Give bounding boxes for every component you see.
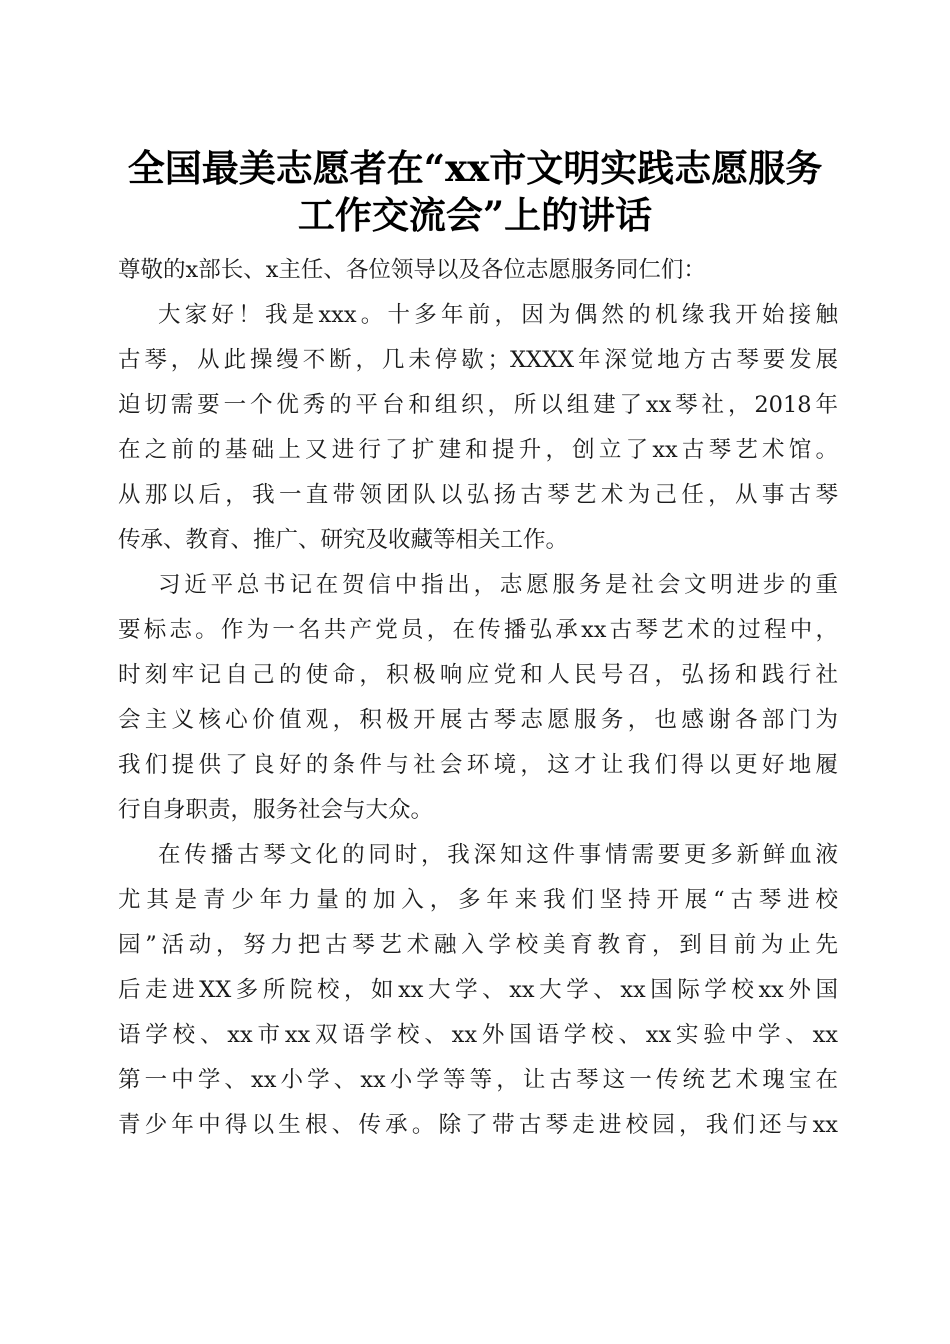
paragraph-line: 习近平总书记在贺信中指出，志愿服务是社会文明进步的重: [158, 572, 838, 598]
paragraph-line: 青少年中得以生根、传承。除了带古琴走进校园，我们还与xx: [118, 1112, 838, 1138]
document-title-line-1: 全国最美志愿者在“xx市文明实践志愿服务: [127, 146, 823, 190]
paragraph-line: 我们提供了良好的条件与社会环境，这才让我们得以更好地履: [118, 752, 838, 778]
paragraph-line: 古琴，从此操缦不断，几未停歇；XXXX年深觉地方古琴要发展: [118, 347, 838, 373]
salutation: 尊敬的x部长、x主任、各位领导以及各位志愿服务同仁们：: [118, 257, 706, 283]
paragraph-line: 传承、教育、推广、研究及收藏等相关工作。: [118, 527, 569, 553]
paragraph-line: 语学校、xx市xx双语学校、xx外国语学校、xx实验中学、xx: [118, 1022, 838, 1048]
paragraph-line: 行自身职责，服务社会与大众。: [118, 797, 434, 823]
paragraph-line: 会主义核心价值观，积极开展古琴志愿服务，也感谢各部门为: [118, 707, 838, 733]
paragraph-line: 在之前的基础上又进行了扩建和提升，创立了xx古琴艺术馆。: [118, 437, 838, 463]
paragraph-2: [118, 563, 838, 833]
paragraph-line: 尤其是青少年力量的加入，多年来我们坚持开展“古琴进校: [118, 887, 838, 913]
paragraph-1: [118, 293, 838, 563]
document-title-line-2: 工作交流会”上的讲话: [297, 193, 653, 237]
paragraph-line: 要标志。作为一名共产党员，在传播弘承xx古琴艺术的过程中，: [118, 617, 838, 643]
paragraph-line: 后走进XX多所院校，如xx大学、xx大学、xx国际学校xx外国: [118, 977, 838, 1003]
paragraph-line: 第一中学、xx小学、xx小学等等，让古琴这一传统艺术瑰宝在: [118, 1067, 838, 1093]
paragraph-3: [118, 833, 838, 1148]
paragraph-line: 大家好！我是xxx。十多年前，因为偶然的机缘我开始接触: [158, 302, 838, 328]
paragraph-line: 在传播古琴文化的同时，我深知这件事情需要更多新鲜血液: [158, 842, 838, 868]
paragraph-line: 迫切需要一个优秀的平台和组织，所以组建了xx琴社，2018年: [118, 392, 838, 418]
paragraph-line: 时刻牢记自己的使命，积极响应党和人民号召，弘扬和践行社: [118, 662, 838, 688]
document-body: [118, 248, 838, 1148]
paragraph-line: 从那以后，我一直带领团队以弘扬古琴艺术为己任，从事古琴: [118, 482, 838, 508]
paragraph-line: 园”活动，努力把古琴艺术融入学校美育教育，到目前为止先: [118, 932, 838, 958]
